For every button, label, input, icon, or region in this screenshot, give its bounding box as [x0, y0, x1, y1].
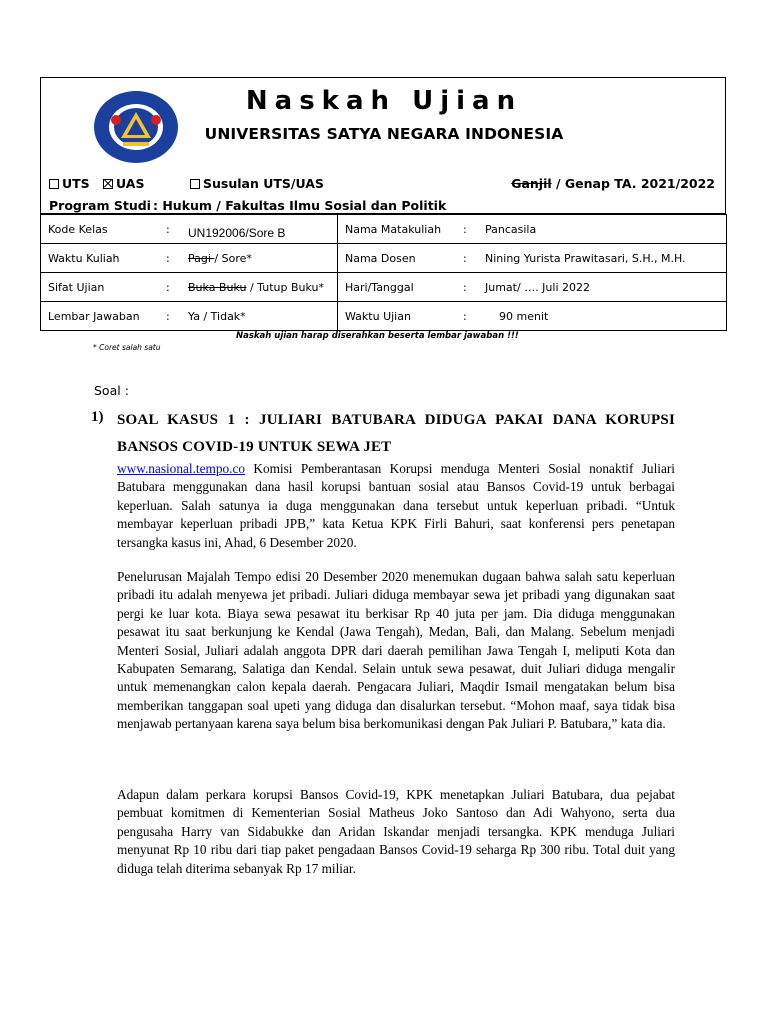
program-studi-label: Program Studi: [49, 198, 151, 213]
lembar-jawaban-value: Ya / Tidak*: [188, 309, 246, 323]
lembar-jawaban-cell: [41, 302, 338, 331]
kode-kelas-value: UN192006/Sore B: [188, 226, 286, 240]
colon: :: [166, 280, 170, 294]
university-name: UNIVERSITAS SATYA NEGARA INDONESIA: [204, 125, 564, 143]
colon: :: [463, 222, 467, 236]
nama-mk-cell: [338, 215, 727, 244]
uts-option[interactable]: [49, 176, 90, 191]
paragraph-1-text: Komisi Pemberantasan Korupsi menduga Menteri Sosial nonaktif Juliari Batubara menggunakan dana hasil korupsi bantuan sosial atau Bansos Covid-19 untuk berbagai keperluan. Salah satunya ia duga menggunakan dana tersebut untuk keperluan pribadi. “Untuk membayar keperluan pribadi JPB,” kata Ketua KPK Firli Bahuri, saat konferensi pers penetapan tersangka kasus ini, Ahad, 6 Desember 2020.: [117, 461, 675, 550]
nama-dosen-value: Nining Yurista Prawitasari, S.H., M.H.: [485, 251, 686, 265]
nama-mk-value: Pancasila: [485, 222, 537, 236]
sifat-ujian-cell: [41, 273, 338, 302]
susulan-checkbox[interactable]: [190, 179, 200, 189]
uas-label: UAS: [116, 176, 145, 191]
nama-dosen-cell: [338, 244, 727, 273]
term-ganjil-struck: Ganjil: [511, 176, 552, 191]
exam-type-line: [49, 176, 719, 196]
exam-info-table: [40, 214, 727, 331]
hari-tanggal-label: Hari/Tanggal: [345, 280, 414, 294]
paragraph-2: Penelurusan Majalah Tempo edisi 20 Desember 2020 menemukan dugaan bahwa salah satu keperluan pribadi itu adalah menyewa jet pribadi. Juliari diduga membayar sewa jet pribadi yang digunakan saat pergi ke luar kota. Biaya sewa pesawat itu berkisar Rp 40 juta per jam. Dia diduga menggunakan pesawat itu saat berkunjung ke Kendal (Jawa Tengah), Medan, Bali, dan Malang. Sebelum menjadi Menteri Sosial, Juliari adalah anggota DPR dari daerah pemilihan Jawa Tengah I, meliputi Kota dan Kabupaten Semarang, Salatiga dan Kendal. Selain untuk sewa pesawat, duit Juliari diduga mengalir untuk memenangkan calon kepala daerah. Pengacara Juliari, Maqdir Ismail mengatakan belum bisa memberikan tanggapan soal upeti yang diduga dan disalurkan tersebut. “Mohon maaf, saya tidak bisa menjawab pertanyaan karena saya belum bisa berkomunikasi dengan Pak Juliari P. Batubara,” kata dia.: [117, 569, 675, 732]
susulan-option[interactable]: [190, 176, 324, 191]
table-row: [41, 302, 727, 331]
nama-mk-label: Nama Matakuliah: [345, 222, 442, 236]
term-rest: / Genap TA. 2021/2022: [551, 176, 715, 191]
uts-label: UTS: [62, 176, 90, 191]
source-link[interactable]: www.nasional.tempo.co: [117, 461, 246, 476]
table-row: [41, 273, 727, 302]
sifat-ujian-label: Sifat Ujian: [48, 280, 105, 294]
academic-term: [511, 176, 715, 191]
uas-option[interactable]: [103, 176, 144, 191]
waktu-kuliah-struck: Pagi: [188, 251, 215, 265]
colon: :: [463, 309, 467, 323]
waktu-kuliah-label: Waktu Kuliah: [48, 251, 120, 265]
colon: :: [166, 309, 170, 323]
exam-header-box: [40, 77, 726, 214]
sifat-ujian-value: / Tutup Buku*: [246, 280, 324, 294]
hari-tanggal-value: Jumat/ …. Juli 2022: [485, 280, 590, 294]
colon: :: [166, 251, 170, 265]
waktu-ujian-value: 90 menit: [499, 309, 549, 323]
hari-tanggal-cell: [338, 273, 727, 302]
waktu-ujian-cell: [338, 302, 727, 331]
program-studi-value: : Hukum / Fakultas Ilmu Sosial dan Politik: [153, 198, 447, 213]
waktu-kuliah-value: / Sore*: [214, 251, 252, 265]
kode-kelas-label: Kode Kelas: [48, 223, 108, 236]
lembar-jawaban-label: Lembar Jawaban: [48, 309, 140, 323]
submission-note: Naskah ujian harap diserahkan beserta lembar jawaban !!!: [236, 331, 519, 341]
uts-checkbox[interactable]: [49, 179, 59, 189]
colon: :: [463, 251, 467, 265]
sifat-ujian-struck: Buka Buku: [188, 280, 247, 294]
kode-kelas-cell: [41, 215, 338, 244]
colon: :: [166, 223, 170, 236]
strike-note: * Coret salah satu: [93, 343, 161, 352]
paragraph-1: [117, 460, 675, 552]
uas-checkbox-checked[interactable]: [103, 179, 113, 189]
question-number: 1): [91, 409, 104, 425]
soal-label: Soal :: [94, 383, 129, 398]
program-studi-line: [49, 198, 446, 213]
table-row: [41, 215, 727, 244]
waktu-ujian-label: Waktu Ujian: [345, 309, 411, 323]
document-title: Naskah Ujian: [245, 86, 523, 116]
waktu-kuliah-cell: [41, 244, 338, 273]
paragraph-3: Adapun dalam perkara korupsi Bansos Covid-19, KPK menetapkan Juliari Batubara, dua pejabat pembuat komitmen di Kementerian Sosial Matheus Joko Santoso dan Adi Wahyono, serta dua pengusaha Harry van Sidabukke dan Aridan Iskandar menjadi tersangka. KPK menduga Juliari menyunat Rp 10 ribu dari tiap paket pengadaan Bansos Covid-19 seharga Rp 300 ribu. Total duit yang diduga telah diterima sebanyak Rp 17 miliar.: [117, 787, 675, 876]
nama-dosen-label: Nama Dosen: [345, 251, 416, 265]
table-row: [41, 244, 727, 273]
question-title: SOAL KASUS 1 : JULIARI BATUBARA DIDUGA PAKAI DANA KORUPSI BANSOS COVID-19 UNTUK SEWA JET: [117, 412, 675, 455]
susulan-label: Susulan UTS/UAS: [203, 176, 324, 191]
colon: :: [463, 280, 467, 294]
